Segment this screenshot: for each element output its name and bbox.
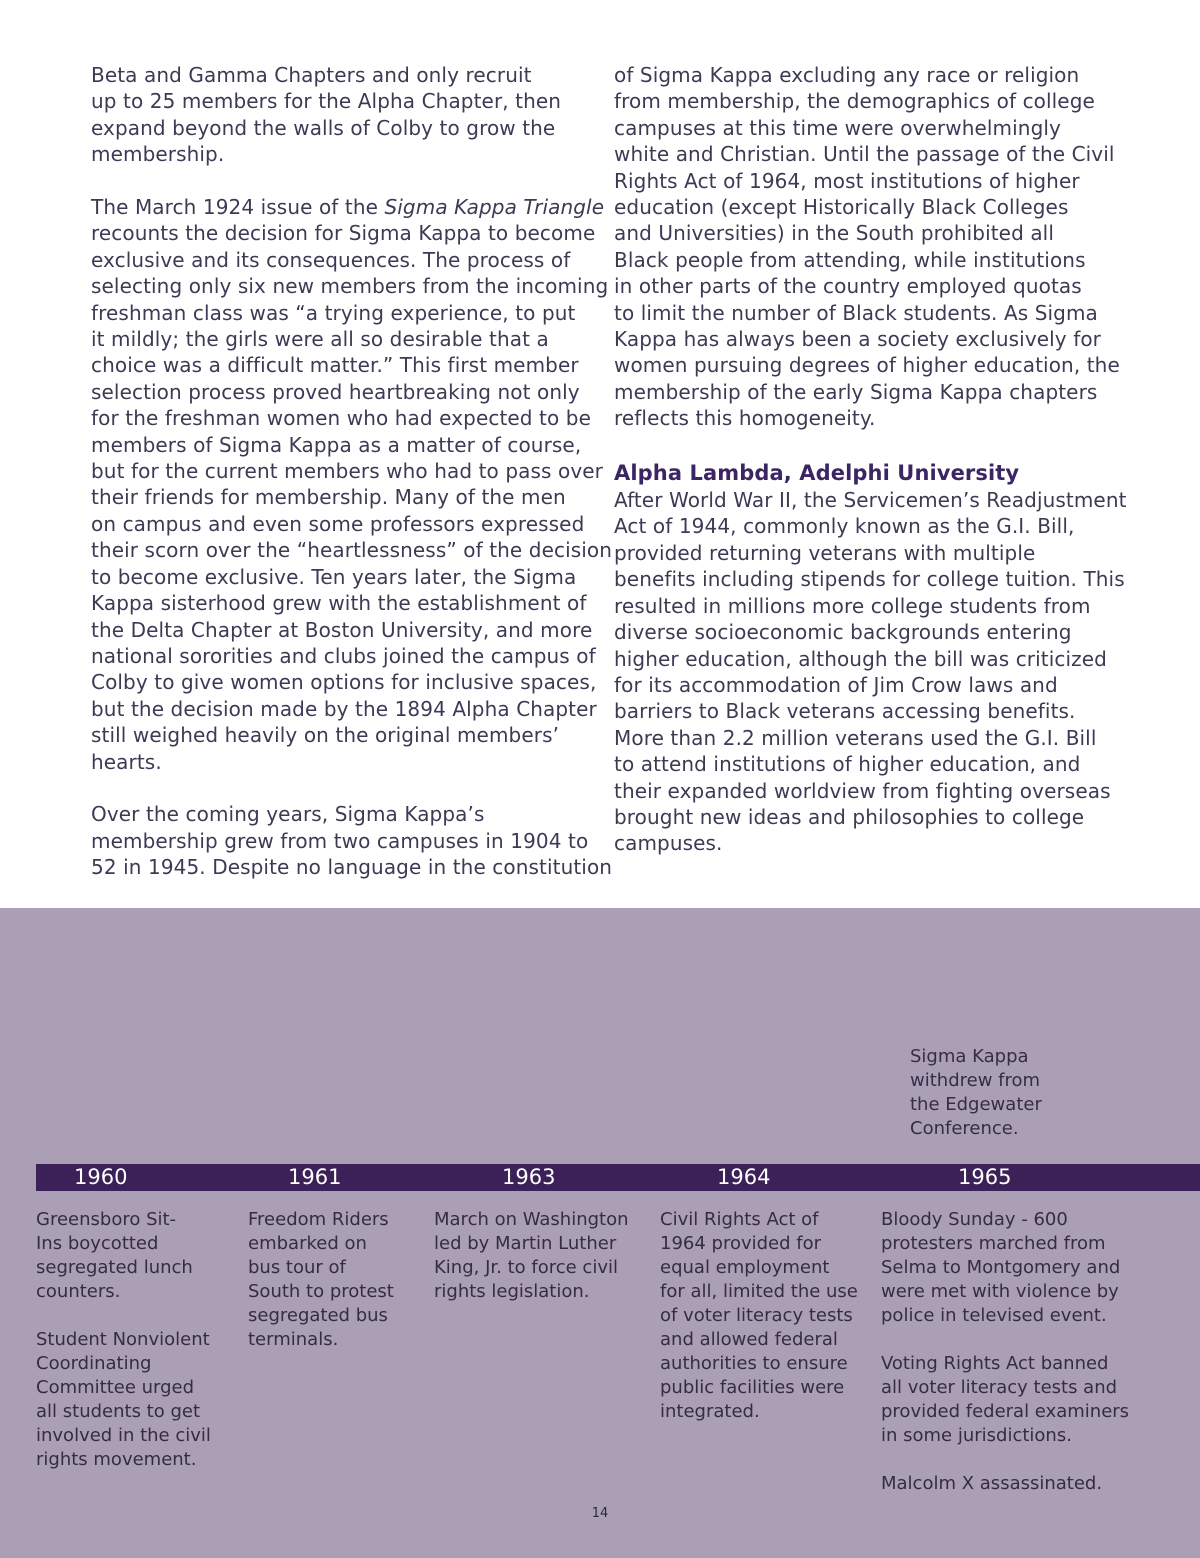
year-label-1960: 1960: [74, 1165, 128, 1189]
text-line: expand beyond the walls of Colby to grow the: [91, 115, 556, 140]
text-line: campuses.: [614, 831, 723, 856]
text-line: all voter literacy tests and: [881, 1377, 1118, 1398]
text-line: King, Jr. to force civil: [434, 1257, 618, 1278]
text-line: rights movement.: [36, 1449, 197, 1470]
timeline-year-bar: [36, 1164, 1200, 1191]
text-line: exclusive and its consequences. The process of: [91, 247, 571, 272]
text-line: to attend institutions of higher education, and: [614, 752, 1081, 777]
text-line: Ins boycotted: [36, 1233, 159, 1254]
year-label-1964: 1964: [717, 1165, 771, 1189]
events-1964: [660, 1208, 858, 1424]
text-line: South to protest: [248, 1281, 394, 1302]
text-line: 52 in 1945. Despite no language in the constitution: [91, 855, 613, 880]
text-line: More than 2.2 million veterans used the G.I. Bill: [614, 725, 1097, 750]
section-heading: Alpha Lambda, Adelphi University: [614, 461, 1020, 486]
text-line: but for the current members who had to pass over: [91, 459, 603, 484]
text-line: Coordinating: [36, 1353, 152, 1374]
text-line: Conference.: [910, 1118, 1019, 1139]
paragraph: [614, 487, 1127, 857]
text-line: withdrew from: [910, 1070, 1041, 1091]
event-entry: [881, 1208, 1129, 1328]
event-entry: [36, 1328, 211, 1472]
text-line: but the decision made by the 1894 Alpha Chapter: [91, 696, 597, 721]
text-line: Sigma Kappa: [910, 1046, 1029, 1067]
text-line: After World War II, the Servicemen’s Readjustment: [614, 488, 1127, 513]
event-entry: [660, 1208, 858, 1424]
text-line: to become exclusive. Ten years later, the Sigma: [91, 564, 577, 589]
text-line: in some jurisdictions.: [881, 1425, 1072, 1446]
text-line: Bloody Sunday - 600: [881, 1209, 1068, 1230]
paragraph: [91, 801, 613, 880]
text-line: their friends for membership. Many of the men: [91, 485, 566, 510]
event-entry: [881, 1472, 1129, 1496]
text-line: in other parts of the country employed quotas: [614, 274, 1082, 299]
text-line: for its accommodation of Jim Crow laws and: [614, 672, 1058, 697]
text-line: Selma to Montgomery and: [881, 1257, 1121, 1278]
text-line: recounts the decision for Sigma Kappa to become: [91, 221, 596, 246]
text-line: selecting only six new members from the incoming: [91, 274, 609, 299]
text-line: on campus and even some professors expressed: [91, 511, 585, 536]
text-line: Colby to give women options for inclusive spaces,: [91, 670, 597, 695]
text-line: white and Christian. Until the passage of the Civil: [614, 142, 1115, 167]
text-line: public facilities were: [660, 1377, 845, 1398]
text-line: the Edgewater: [910, 1094, 1042, 1115]
text-line: Freedom Riders: [248, 1209, 389, 1230]
text-line: integrated.: [660, 1401, 760, 1422]
text-line: segregated lunch: [36, 1257, 193, 1278]
text-line: Black people from attending, while institutions: [614, 247, 1086, 272]
text-line: Over the coming years, Sigma Kappa’s: [91, 802, 485, 827]
text-line: Voting Rights Act banned: [881, 1353, 1109, 1374]
text-line: Kappa has always been a society exclusively for: [614, 327, 1102, 352]
text-line: the Delta Chapter at Boston University, and more: [91, 617, 593, 642]
text-line: Student Nonviolent: [36, 1329, 210, 1350]
text-line: for all, limited the use: [660, 1281, 858, 1302]
text-line: were met with violence by: [881, 1281, 1119, 1302]
text-line: choice was a difficult matter.” This first member: [91, 353, 579, 378]
text-line: membership grew from two campuses in 1904 to: [91, 828, 589, 853]
text-line: provided federal examiners: [881, 1401, 1130, 1422]
event-entry: [36, 1208, 211, 1304]
text-line: freshman class was “a trying experience, to put: [91, 300, 576, 325]
event-entry: [434, 1208, 629, 1304]
right-column: [614, 62, 1127, 857]
text-line: members of Sigma Kappa as a matter of course,: [91, 432, 582, 457]
text-line: for the freshman women who had expected to be: [91, 406, 591, 431]
text-line: counters.: [36, 1281, 121, 1302]
text-line: Kappa sisterhood grew with the establishment of: [91, 591, 587, 616]
text-line: rights legislation.: [434, 1281, 590, 1302]
text-line: Committee urged: [36, 1377, 195, 1398]
text-line: reflects this homogeneity.: [614, 406, 876, 431]
text-line: hearts.: [91, 749, 162, 774]
text-line: Malcolm X assassinated.: [881, 1473, 1103, 1494]
event-entry: [881, 1352, 1129, 1448]
text-line: led by Martin Luther: [434, 1233, 617, 1254]
text-line: up to 25 members for the Alpha Chapter, then: [91, 89, 562, 114]
paragraph: [91, 194, 613, 775]
text-line: of Sigma Kappa excluding any race or religion: [614, 63, 1080, 87]
text-line: their scorn over the “heartlessness” of the decision: [91, 538, 613, 563]
text-line: and allowed federal: [660, 1329, 838, 1350]
publication-title: Sigma Kappa Triangle: [384, 195, 605, 220]
events-1961: [248, 1208, 394, 1352]
year-label-1965: 1965: [958, 1165, 1012, 1189]
text-line: resulted in millions more college students from: [614, 593, 1091, 618]
text-line: involved in the civil: [36, 1425, 211, 1446]
text-line: equal employment: [660, 1257, 830, 1278]
page-number: 14: [591, 1506, 609, 1521]
text-line: to limit the number of Black students. As Sigma: [614, 300, 1098, 325]
text-line: Beta and Gamma Chapters and only recruit: [91, 63, 532, 87]
text-line: all students to get: [36, 1401, 201, 1422]
text-line: provided returning veterans with multiple: [614, 540, 1036, 565]
text-line: and Universities) in the South prohibited all: [614, 221, 1054, 246]
text-line: still weighed heavily on the original members’: [91, 723, 560, 748]
text-line: Civil Rights Act of: [660, 1209, 819, 1230]
text-line: police in televised event.: [881, 1305, 1107, 1326]
text-line: membership.: [91, 142, 225, 167]
timeline-above-note: [910, 1045, 1042, 1141]
text-line: terminals.: [248, 1329, 339, 1350]
text-line: from membership, the demographics of college: [614, 89, 1095, 114]
text-line: March on Washington: [434, 1209, 629, 1230]
text-line: authorities to ensure: [660, 1353, 848, 1374]
text-line: selection process proved heartbreaking not only: [91, 379, 580, 404]
text-line: embarked on: [248, 1233, 367, 1254]
text-line: [91, 194, 605, 220]
text-line: protesters marched from: [881, 1233, 1106, 1254]
text-line: higher education, although the bill was criticized: [614, 646, 1107, 671]
paragraph: [91, 62, 591, 168]
left-column: [91, 62, 613, 881]
text-line: 1964 provided for: [660, 1233, 822, 1254]
text-line: segregated bus: [248, 1305, 388, 1326]
paragraph: [614, 62, 1120, 432]
text-line: national sororities and clubs joined the campus of: [91, 643, 596, 668]
event-entry: [248, 1208, 394, 1352]
text-line: Act of 1944, commonly known as the G.I. Bill,: [614, 514, 1075, 539]
text-line: of voter literacy tests: [660, 1305, 853, 1326]
text-line: diverse socioeconomic backgrounds entering: [614, 620, 1072, 645]
text-line: women pursuing degrees of higher education, the: [614, 353, 1120, 378]
events-1960: [36, 1208, 211, 1472]
text-line: brought new ideas and philosophies to college: [614, 804, 1085, 829]
text-line: benefits including stipends for college tuition. This: [614, 567, 1125, 592]
text-line: education (except Historically Black Colleges: [614, 195, 1069, 220]
text-line: campuses at this time were overwhelmingly: [614, 115, 1061, 140]
text-line: it mildly; the girls were all so desirable that a: [91, 327, 549, 352]
year-label-1961: 1961: [288, 1165, 342, 1189]
text-fragment: The March 1924 issue of the: [91, 195, 385, 220]
events-1965: [881, 1208, 1129, 1496]
text-line: membership of the early Sigma Kappa chapters: [614, 379, 1098, 404]
text-line: Greensboro Sit-: [36, 1209, 177, 1230]
text-line: barriers to Black veterans accessing benefits.: [614, 699, 1076, 724]
text-line: bus tour of: [248, 1257, 346, 1278]
text-line: their expanded worldview from fighting overseas: [614, 778, 1111, 803]
events-1963: [434, 1208, 629, 1304]
text-line: Rights Act of 1964, most institutions of higher: [614, 168, 1080, 193]
year-label-1963: 1963: [502, 1165, 556, 1189]
